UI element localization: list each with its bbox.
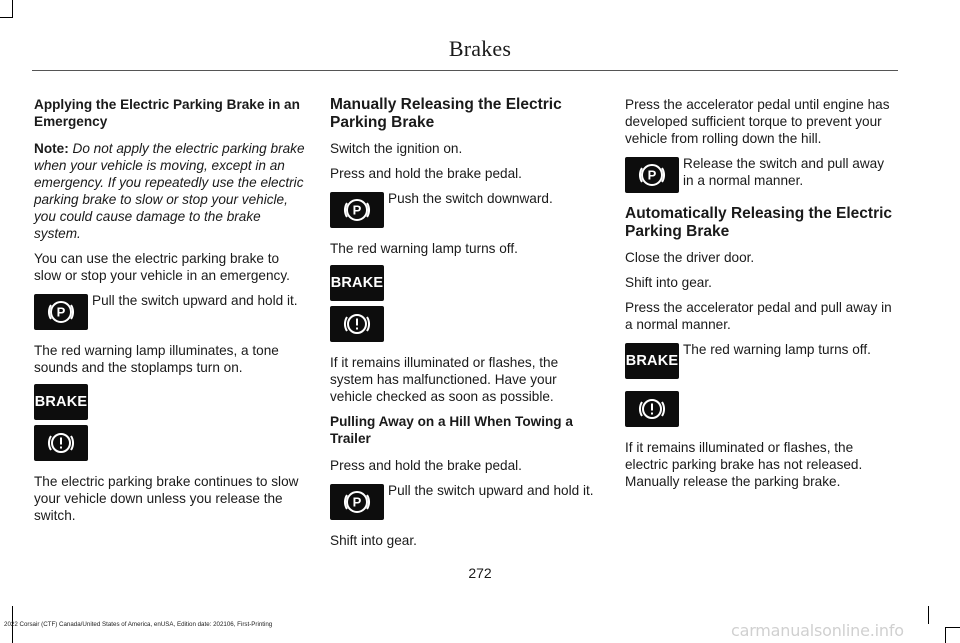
page-title: Brakes [448,36,512,61]
column-3 [625,96,897,498]
section-heading: Applying the Electric Parking Brake in an Emergency [34,97,300,129]
paragraph: If it remains illuminated or flashes, the electric parking brake has not released. Manually release the parking brake. [625,440,863,489]
instruction-step [625,155,897,195]
note [34,140,306,242]
paragraph: If it remains illuminated or flashes, the system has malfunctioned. Have your vehicle checked as soon as possible. [330,355,559,404]
paragraph: Press and hold the brake pedal. [330,458,522,473]
footer-edition-text: 2022 Corsair (CTF) Canada/United States of America, enUSA, Edition date: 202106, First-Printing [4,621,273,628]
instruction-step [330,482,602,522]
parking-brake-icon [330,192,384,228]
section-subheading: Pulling Away on a Hill When Towing a Trailer [330,414,573,446]
instruction-step [34,292,306,332]
instruction-step [330,190,602,230]
step-text: Pull the switch upward and hold it. [92,293,298,308]
parking-brake-icon [34,294,88,330]
exclamation-warning-icon [34,425,88,461]
paragraph: Press and hold the brake pedal. [330,166,522,181]
instruction-step [625,341,897,381]
exclamation-warning-icon [625,391,679,427]
page-number: 272 [468,565,492,581]
svg-text:P: P [352,494,362,510]
paragraph: You can use the electric parking brake to slow or stop your vehicle in an emergency. [34,251,290,283]
paragraph: The electric parking brake continues to slow your vehicle down unless you release the switch. [34,474,299,523]
exclamation-warning-icon [330,306,384,342]
step-text: Push the switch downward. [388,191,553,206]
parking-brake-icon [625,157,679,193]
paragraph: Switch the ignition on. [330,141,463,156]
svg-text:P: P [56,304,66,320]
paragraph: Shift into gear. [625,275,712,290]
column-2 [330,96,602,557]
paragraph: Press the accelerator pedal until engine has developed sufficient torque to prevent your vehicle from rolling down the hill. [625,97,890,146]
step-text: Release the switch and pull away in a normal manner. [683,156,884,188]
paragraph: Shift into gear. [330,533,417,548]
paragraph: Press the accelerator pedal and pull away in a normal manner. [625,300,892,332]
paragraph: The red warning lamp illuminates, a tone sounds and the stoplamps turn on. [34,343,279,375]
crop-mark [945,627,960,628]
watermark: carmanualsonline.info [731,621,904,640]
svg-text:P: P [352,202,362,218]
section-heading: Manually Releasing the Electric Parking Brake [330,96,562,131]
brake-warning-icon: BRAKE [34,384,88,420]
svg-text:P: P [647,167,657,183]
brake-warning-icon: BRAKE [330,265,384,301]
section-heading: Automatically Releasing the Electric Parking Brake [625,205,893,240]
paragraph: Close the driver door. [625,250,755,265]
step-text: Pull the switch upward and hold it. [388,483,594,498]
column-1 [34,96,306,532]
step-text: The red warning lamp turns off. [683,342,871,357]
warning-lamps [330,265,602,342]
crop-mark [945,627,946,643]
warning-lamps [34,384,306,461]
paragraph: The red warning lamp turns off. [330,241,518,256]
warning-lamps [625,391,897,427]
note-label: Note: [34,141,69,156]
crop-mark [12,0,13,18]
parking-brake-icon [330,484,384,520]
brake-warning-icon: BRAKE [625,343,679,379]
crop-mark [928,606,929,624]
header-divider [32,70,898,71]
crop-mark [0,17,13,18]
note-text: Do not apply the electric parking brake when your vehicle is moving, except in an emergency. If you repeatedly use the electric parking brake to slow or stop your vehicle, you could cause damage to the brake system. [34,141,305,241]
